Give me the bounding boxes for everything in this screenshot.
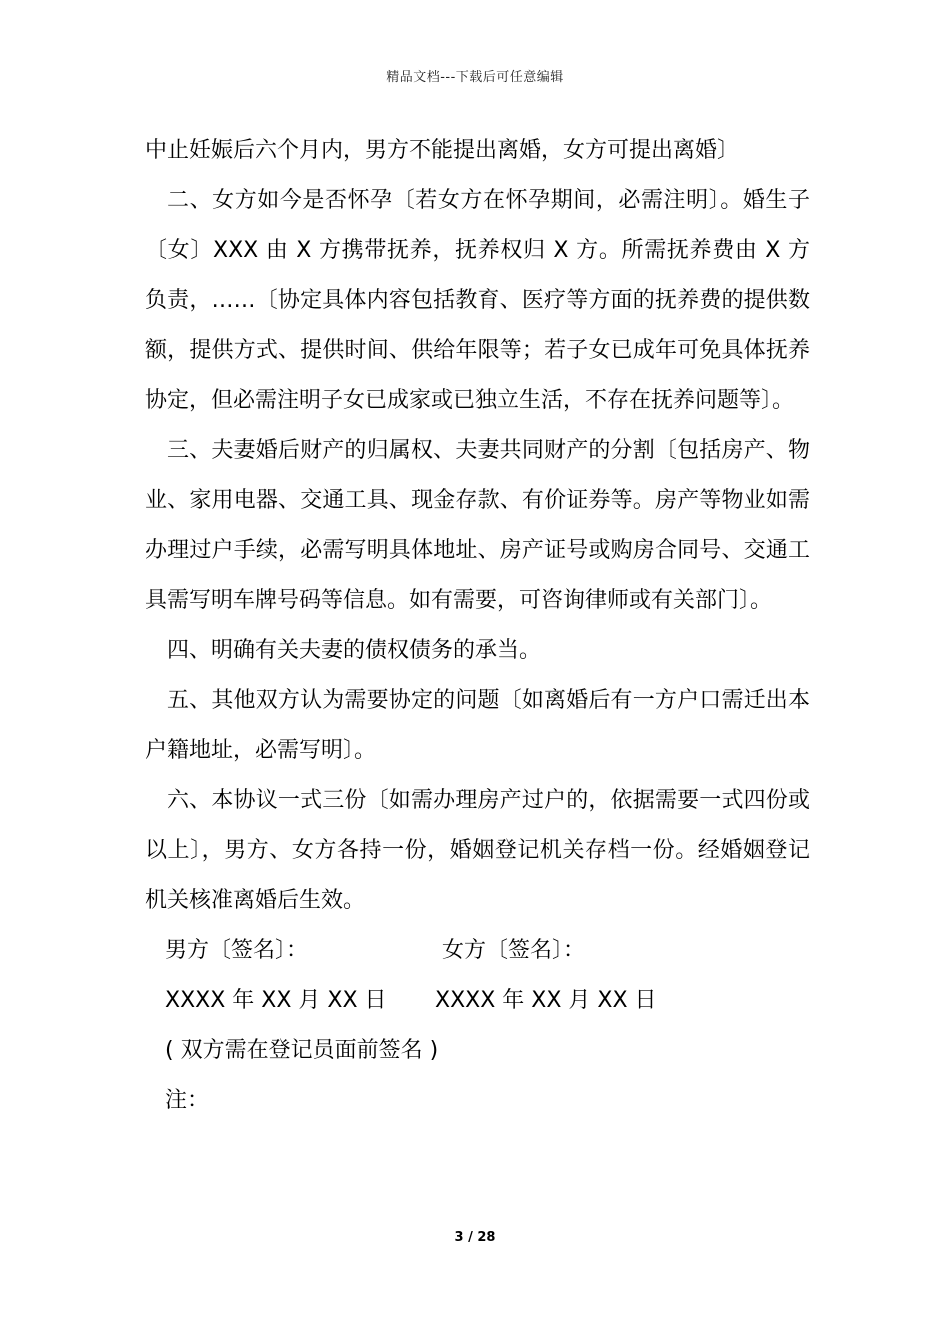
page-number: 3 / 28 (454, 1230, 496, 1245)
paragraph-clause-4: 四、明确有关夫妻的债权债务的承当。 (167, 638, 542, 663)
male-signature-date: XXXX 年 XX 月 XX 日 (165, 988, 387, 1013)
paragraph-clause-3: 三、夫妻婚后财产的归属权、夫妻共同财产的分割〔包括房产、物业、家用电器、交通工具、现金存款、有价证券等。房产等物业如需办理过户手续，必需写明具体地址、房产证号或购房合同号、交通工具需写明车牌号码等信息。如有需要，可咨询律师或有关部门〕。 (145, 438, 810, 613)
signature-labels (145, 926, 810, 976)
signature-dates (145, 976, 810, 1026)
signing-note: ( 双方需在登记员面前签名 ) (165, 1038, 439, 1063)
document-body (145, 126, 810, 1126)
paragraph-clause-2: 二、女方如今是否怀孕〔若女方在怀孕期间，必需注明〕。婚生子〔女〕XXX 由 X 方携带抚养，抚养权归 X 方。所需抚养费由 X 方负责，……〔协定具体内容包括教育、医疗等方面的抚养费的提供数额，提供方式、提供时间、供给年限等；若子女已成年可免具体抚养协定，但必需注明子女已成家或已独立生活，不存在抚养问题等〕。 (145, 188, 810, 413)
paragraph-clause-6: 六、本协议一式三份〔如需办理房产过户的，依据需要一式四份或以上〕，男方、女方各持一份，婚姻登记机关存档一份。经婚姻登记机关核准离婚后生效。 (145, 788, 810, 913)
note-label: 注： (165, 1088, 210, 1113)
female-signature-label: 女方〔签名〕： (442, 938, 586, 963)
paragraph-continuation: 中止妊娠后六个月内，男方不能提出离婚，女方可提出离婚〕 (145, 138, 740, 163)
male-signature-label: 男方〔签名〕： (165, 938, 309, 963)
paragraph-clause-5: 五、其他双方认为需要协定的问题〔如离婚后有一方户口需迁出本户籍地址，必需写明〕。 (145, 688, 810, 763)
page-header: 精品文档---下载后可任意编辑 (386, 70, 564, 85)
female-signature-date: XXXX 年 XX 月 XX 日 (435, 988, 657, 1013)
